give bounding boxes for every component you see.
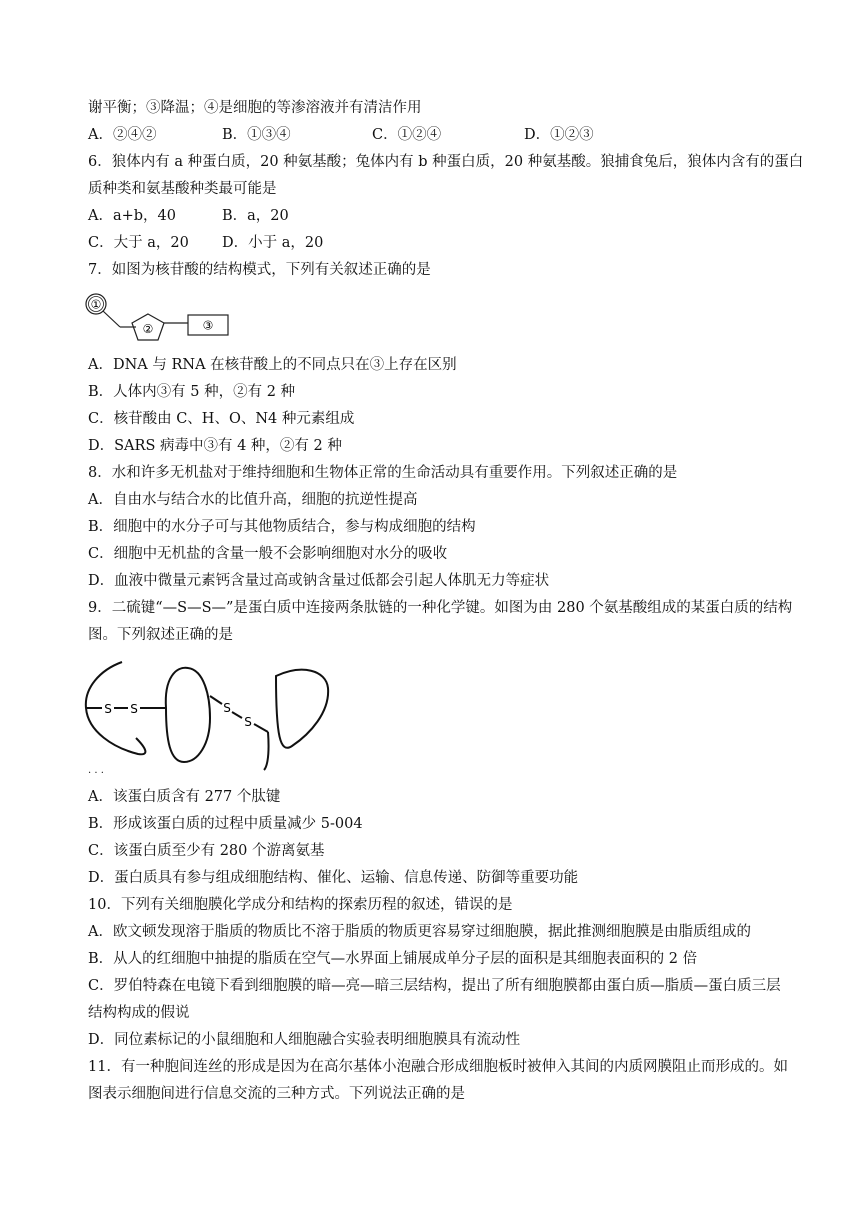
q8-stem: 8．水和许多无机盐对于维持细胞和生物体正常的生命活动具有重要作用。下列叙述正确的是 — [88, 465, 678, 481]
q5-option-d: D．①②③ — [524, 127, 594, 143]
q10-stem: 10．下列有关细胞膜化学成分和结构的探索历程的叙述，错误的是 — [88, 897, 513, 913]
figure-label-base: ③ — [202, 318, 214, 333]
q10-option-c-continued: 结构构成的假说 — [88, 1005, 190, 1021]
q9-stem-line1: 9．二硫键“—S—S—”是蛋白质中连接两条肽链的一种化学键。如图为由 280 个氨基酸组成的某蛋白质的结构 — [88, 600, 793, 616]
q6-stem-line2: 质种类和氨基酸种类最可能是 — [88, 181, 277, 197]
q6-stem-line1: 6．狼体内有 a 种蛋白质，20 种氨基酸；兔体内有 b 种蛋白质，20 种氨基酸。狼捕食兔后，狼体内含有的蛋白 — [88, 154, 804, 170]
q7-stem: 7．如图为核苷酸的结构模式，下列有关叙述正确的是 — [88, 262, 431, 278]
figure-label-sugar: ② — [142, 322, 154, 336]
q10-option-a: A．欧文顿发现溶于脂质的物质比不溶于脂质的物质更容易穿过细胞膜，据此推测细胞膜是由脂质组成的 — [88, 924, 751, 940]
figure-label-phosphate: ① — [90, 297, 102, 312]
q5-option-a: A．②④② — [88, 127, 157, 143]
q6-option-b: B．a，20 — [222, 208, 289, 224]
q6-option-a: A．a+b，40 — [88, 208, 176, 224]
q6-option-d: D．小于 a，20 — [222, 235, 324, 251]
q9-figure-caption: . . . — [88, 765, 104, 776]
sulfur-label-3: S — [223, 701, 231, 715]
q8-option-b: B．细胞中的水分子可与其他物质结合，参与构成细胞的结构 — [88, 519, 476, 535]
q11-stem-line1: 11．有一种胞间连丝的形成是因为在高尔基体小泡融合形成细胞板时被伸入其间的内质网膜阻止而形成的。如 — [88, 1059, 788, 1075]
q5-option-b: B．①③④ — [222, 127, 291, 143]
q10-option-b: B．从人的红细胞中抽提的脂质在空气—水界面上铺展成单分子层的面积是其细胞表面积的 2 倍 — [88, 951, 698, 967]
disulfide-protein-figure — [80, 656, 342, 774]
q9-option-d: D．蛋白质具有参与组成细胞结构、催化、运输、信息传递、防御等重要功能 — [88, 870, 579, 886]
q8-option-d: D．血液中微量元素钙含量过高或钠含量过低都会引起人体肌无力等症状 — [88, 573, 550, 589]
q7-option-c: C．核苷酸由 C、H、O、N4 种元素组成 — [88, 411, 355, 427]
q9-option-a: A．该蛋白质含有 277 个肽键 — [88, 789, 281, 805]
q5-option-c: C．①②④ — [372, 127, 442, 143]
q10-option-d: D．同位素标记的小鼠细胞和人细胞融合实验表明细胞膜具有流动性 — [88, 1032, 521, 1048]
q9-stem-line2: 图。下列叙述正确的是 — [88, 627, 233, 643]
sulfur-label-1: S — [104, 702, 112, 716]
sulfur-label-2: S — [130, 702, 138, 716]
q10-option-c: C．罗伯特森在电镜下看到细胞膜的暗—亮—暗三层结构，提出了所有细胞膜都由蛋白质—脂质—蛋白质三层 — [88, 978, 781, 994]
q11-stem-line2: 图表示细胞间进行信息交流的三种方式。下列说法正确的是 — [88, 1086, 465, 1102]
q7-option-b: B．人体内③有 5 种，②有 2 种 — [88, 384, 296, 400]
q9-option-b: B．形成该蛋白质的过程中质量减少 5-004 — [88, 816, 363, 832]
sulfur-label-4: S — [244, 715, 252, 729]
q8-option-c: C．细胞中无机盐的含量一般不会影响细胞对水分的吸收 — [88, 546, 448, 562]
q9-option-c: C．该蛋白质至少有 280 个游离氨基 — [88, 843, 325, 859]
q5-stem-tail: 谢平衡；③降温；④是细胞的等渗溶液并有清洁作用 — [88, 100, 422, 116]
nucleotide-figure — [84, 290, 244, 346]
q7-option-d: D．SARS 病毒中③有 4 种，②有 2 种 — [88, 438, 342, 454]
q7-option-a: A．DNA 与 RNA 在核苷酸上的不同点只在③上存在区别 — [88, 357, 457, 373]
q8-option-a: A．自由水与结合水的比值升高，细胞的抗逆性提高 — [88, 492, 418, 508]
q6-option-c: C．大于 a，20 — [88, 235, 189, 251]
